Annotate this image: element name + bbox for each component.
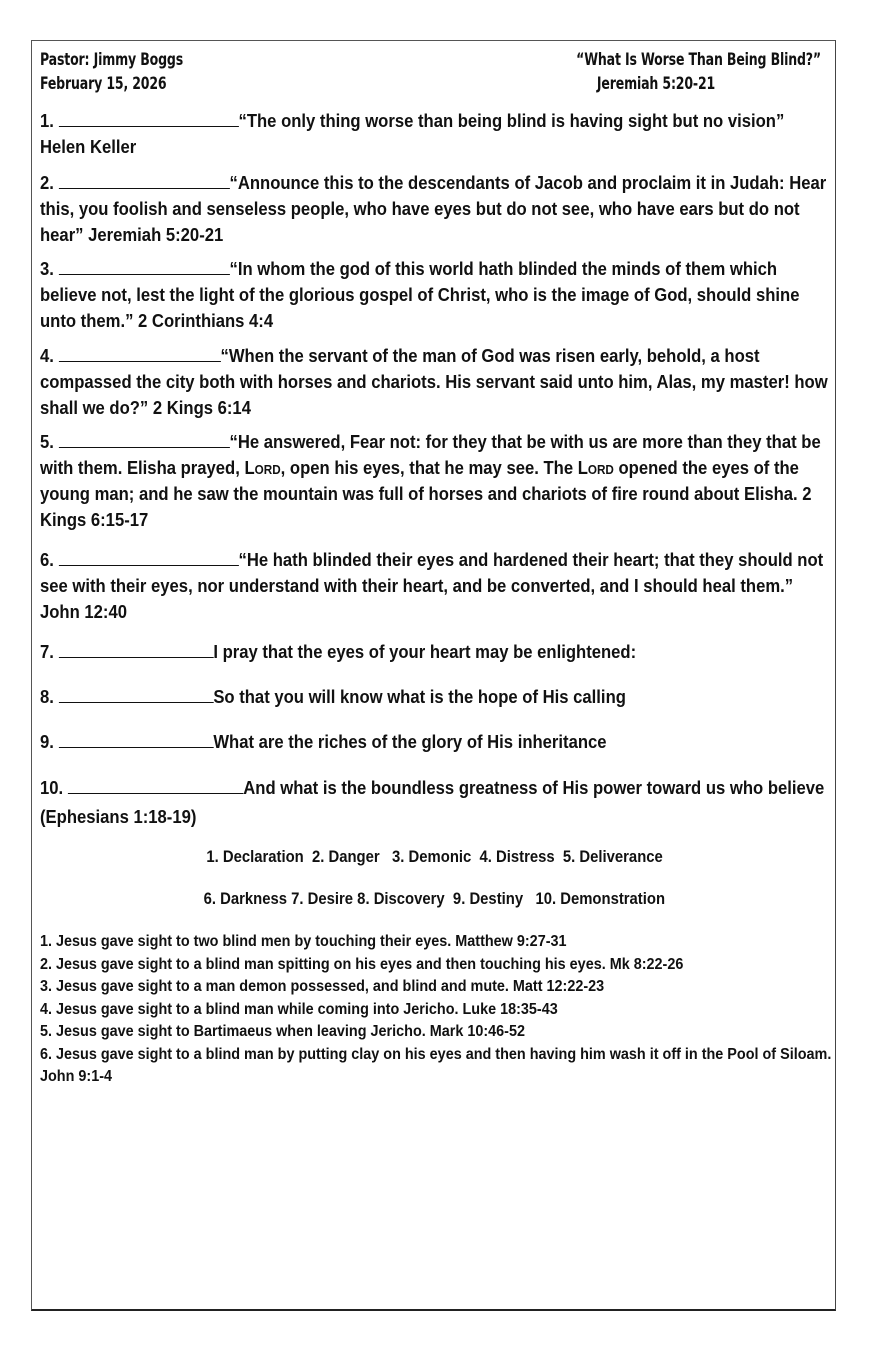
fill-in-item-9 xyxy=(40,729,830,755)
sermon-scripture: Jeremiah 5:20-21 xyxy=(596,74,716,94)
item-text-part: opened the eyes of the young man; and he saw the mountain was full of horses and chariots of fire round about Elisha. 2 Kings 6:15-17 xyxy=(40,457,812,530)
miracle-item-5: 5. Jesus gave sight to Bartimaeus when leaving Jericho. Mark 10:46-52 xyxy=(40,1023,526,1040)
miracles-list xyxy=(40,931,840,1089)
miracle-item-1: 1. Jesus gave sight to two blind men by touching their eyes. Matthew 9:27-31 xyxy=(40,933,567,950)
item-number: 7. xyxy=(40,641,54,662)
fill-in-item-7 xyxy=(40,639,830,665)
answer-key-line-1: 1. Declaration 2. Danger 3. Demonic 4. Distress 5. Deliverance xyxy=(206,848,663,866)
item-text: “In whom the god of this world hath blinded the minds of them which believe not, lest the light of the glorious gospel of Christ, who is the image of God, should shine unto them.” 2 Corinthians 4:4 xyxy=(40,258,800,331)
item-text: And what is the boundless greatness of His power toward us who believe (Ephesians 1:18-19) xyxy=(40,777,825,827)
item-text: What are the riches of the glory of His inheritance xyxy=(213,731,607,752)
sermon-date: February 15, 2026 xyxy=(40,74,167,94)
item-number: 4. xyxy=(40,345,54,366)
fill-in-item-6 xyxy=(40,547,830,625)
answer-blank[interactable] xyxy=(59,109,239,127)
item-text-part: “He answered, Fear not: for they that be with us are more than they that be with them. Elisha prayed, xyxy=(40,431,821,478)
item-text-part: , open his eyes, that he may see. The xyxy=(280,457,578,478)
answer-blank[interactable] xyxy=(59,730,214,748)
answer-blank[interactable] xyxy=(59,344,221,362)
item-text: I pray that the eyes of your heart may be enlightened: xyxy=(213,641,637,662)
header-left xyxy=(40,48,214,96)
miracle-item-6: 6. Jesus gave sight to a blind man by putting clay on his eyes and then having him wash it off in the Pool of Siloam. John 9:1-4 xyxy=(40,1045,832,1085)
fill-in-item-10 xyxy=(40,773,830,831)
answer-blank[interactable] xyxy=(59,257,230,275)
fill-in-item-8 xyxy=(40,684,830,710)
item-number: 3. xyxy=(40,258,54,279)
item-number: 6. xyxy=(40,549,54,570)
answer-blank[interactable] xyxy=(59,640,214,658)
miracle-item-4: 4. Jesus gave sight to a blind man while coming into Jericho. Luke 18:35-43 xyxy=(40,1000,558,1018)
item-text: “The only thing worse than being blind is having sight but no vision” Helen Keller xyxy=(40,110,785,157)
item-number: 2. xyxy=(40,172,54,193)
lord-smallcaps: Lord xyxy=(577,457,614,478)
answer-blank[interactable] xyxy=(59,171,230,189)
fill-in-item-1 xyxy=(40,108,830,160)
page-header xyxy=(40,48,821,98)
item-text: “He hath blinded their eyes and hardened their heart; that they should not see with their eyes, nor understand with their heart, and be converted, and I should heal them.” John 12:40 xyxy=(40,549,824,622)
item-number: 9. xyxy=(40,731,54,752)
item-number: 8. xyxy=(40,686,54,707)
answer-blank[interactable] xyxy=(59,548,239,566)
answer-blank[interactable] xyxy=(68,776,244,794)
item-number: 1. xyxy=(40,110,54,131)
answer-key-line-2: 6. Darkness 7. Desire 8. Discovery 9. Destiny 10. Demonstration xyxy=(203,890,666,908)
pastor-name: Pastor: Jimmy Boggs xyxy=(40,50,184,70)
item-number: 5. xyxy=(40,431,54,452)
sermon-title: “What Is Worse Than Being Blind?” xyxy=(576,50,821,70)
sermon-notes-page xyxy=(31,40,836,1311)
lord-smallcaps: Lord xyxy=(244,457,281,478)
miracle-item-2: 2. Jesus gave sight to a blind man spitting on his eyes and then touching his eyes. Mk 8:22-26 xyxy=(40,955,684,973)
item-text: “Announce this to the descendants of Jacob and proclaim it in Judah: Hear this, you foolish and senseless people, who have eyes but do not see, who have ears but do not hear” Jeremiah 5:20-21 xyxy=(40,172,827,245)
fill-in-item-3 xyxy=(40,256,830,334)
answer-blank[interactable] xyxy=(59,685,214,703)
header-right xyxy=(491,48,821,96)
item-text: “When the servant of the man of God was risen early, behold, a host compassed the city both with horses and chariots. His servant said unto him, Alas, my master! how shall we do?” 2 Kings 6:14 xyxy=(40,345,828,418)
fill-in-item-4 xyxy=(40,343,830,421)
fill-in-item-2 xyxy=(40,170,830,248)
item-text: So that you will know what is the hope of His calling xyxy=(213,686,626,707)
miracle-item-3: 3. Jesus gave sight to a man demon possessed, and blind and mute. Matt 12:22-23 xyxy=(40,978,605,995)
item-number: 10. xyxy=(40,777,64,798)
answer-blank[interactable] xyxy=(59,430,230,448)
fill-in-item-5 xyxy=(40,429,830,533)
